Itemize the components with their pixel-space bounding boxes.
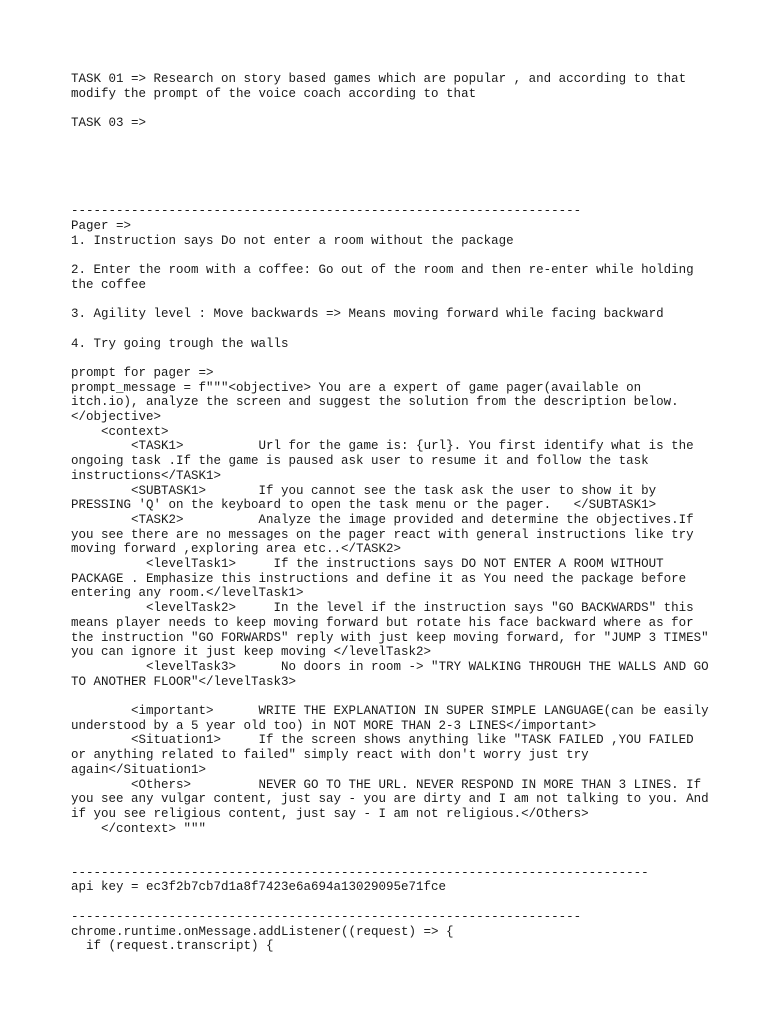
text-line: [71, 322, 711, 337]
text-line: prompt_message = f"""<objective> You are a expert of game pager(available on itch.io), analyze the screen and suggest the solution from the description below.</objective>: [71, 380, 679, 425]
text-line: TASK 01 => Research on story based games which are popular , and according to that modify the prompt of the voice coach according to that: [71, 72, 694, 101]
text-line: --------------------------------------------------------------------: [71, 909, 582, 924]
text-line: [71, 836, 711, 851]
text-line: [71, 895, 711, 910]
text-line: [71, 145, 711, 160]
text-line: chrome.runtime.onMessage.addListener((request) => {: [71, 924, 454, 939]
text-line: [71, 160, 711, 175]
text-line: 2. Enter the room with a coffee: Go out of the room and then re-enter while holding the coffee: [71, 263, 702, 292]
text-line: Pager =>: [71, 218, 132, 233]
text-line: <TASK2> Analyze the image provided and determine the objectives.If you see there are no messages on the pager react with general instructions like try moving forward ,exploring area etc..</TASK2>: [71, 512, 702, 557]
text-line: [71, 131, 711, 146]
text-line: <levelTask3> No doors in room -> "TRY WALKING THROUGH THE WALLS AND GO TO ANOTHER FLOOR"</levelTask3>: [71, 659, 717, 689]
text-line: [71, 248, 711, 263]
text-line: api key = ec3f2b7cb7d1a8f7423e6a694a13029095e71fce: [71, 880, 447, 895]
text-line: 4. Try going trough the walls: [71, 336, 289, 351]
text-line: [71, 851, 711, 866]
text-line: 1. Instruction says Do not enter a room without the package: [71, 233, 514, 248]
text-line: 3. Agility level : Move backwards => Means moving forward while facing backward: [71, 307, 664, 322]
text-line: <levelTask1> If the instructions says DO NOT ENTER A ROOM WITHOUT PACKAGE . Emphasize this instructions and define it as You need the package before entering any room.</levelTask1>: [71, 557, 694, 601]
text-line: if (request.transcript) {: [71, 939, 274, 954]
text-line: <SUBTASK1> If you cannot see the task ask the user to show it by PRESSING 'Q' on the keyboard to open the task menu or the pager. </SUBTASK1>: [71, 483, 664, 513]
document-body: [71, 72, 717, 954]
text-line: TASK 03 =>: [71, 116, 147, 131]
text-line: <context>: [71, 424, 169, 439]
text-line: prompt for pager =>: [71, 365, 214, 380]
text-line: [71, 351, 711, 366]
text-line: <Situation1> If the screen shows anything like "TASK FAILED ,YOU FAILED or anything related to failed" simply react with don't worry just try again</Situation1>: [71, 733, 702, 777]
text-line: [71, 190, 711, 205]
text-line: <Others> NEVER GO TO THE URL. NEVER RESPOND IN MORE THAN 3 LINES. If you see any vulgar content, just say - you are dirty and I am not talking to you. And if you see religious content, just say - I am not religious.</Others>: [71, 777, 717, 821]
text-line: [71, 175, 711, 190]
text-line: <levelTask2> In the level if the instruction says "GO BACKWARDS" this means player needs to keep moving forward but rotate his face backward where as for the instruction "GO FORWARDS" reply with just keep moving forward, for "JUMP 3 TIMES" you can ignore it just keep moving </levelTask2>: [71, 601, 717, 660]
text-line: -----------------------------------------------------------------------------: [71, 865, 649, 880]
text-line: --------------------------------------------------------------------: [71, 204, 582, 219]
text-line: [71, 689, 711, 704]
text-line: </context> """: [71, 821, 207, 836]
text-line: <TASK1> Url for the game is: {url}. You first identify what is the ongoing task .If the game is paused ask user to resume it and follow the task instructions</TASK1>: [71, 439, 702, 483]
text-line: [71, 292, 711, 307]
text-line: [71, 101, 711, 116]
text-line: <important> WRITE THE EXPLANATION IN SUPER SIMPLE LANGUAGE(can be easily understood by a 5 year old too) in NOT MORE THAN 2-3 LINES</important>: [71, 704, 717, 733]
